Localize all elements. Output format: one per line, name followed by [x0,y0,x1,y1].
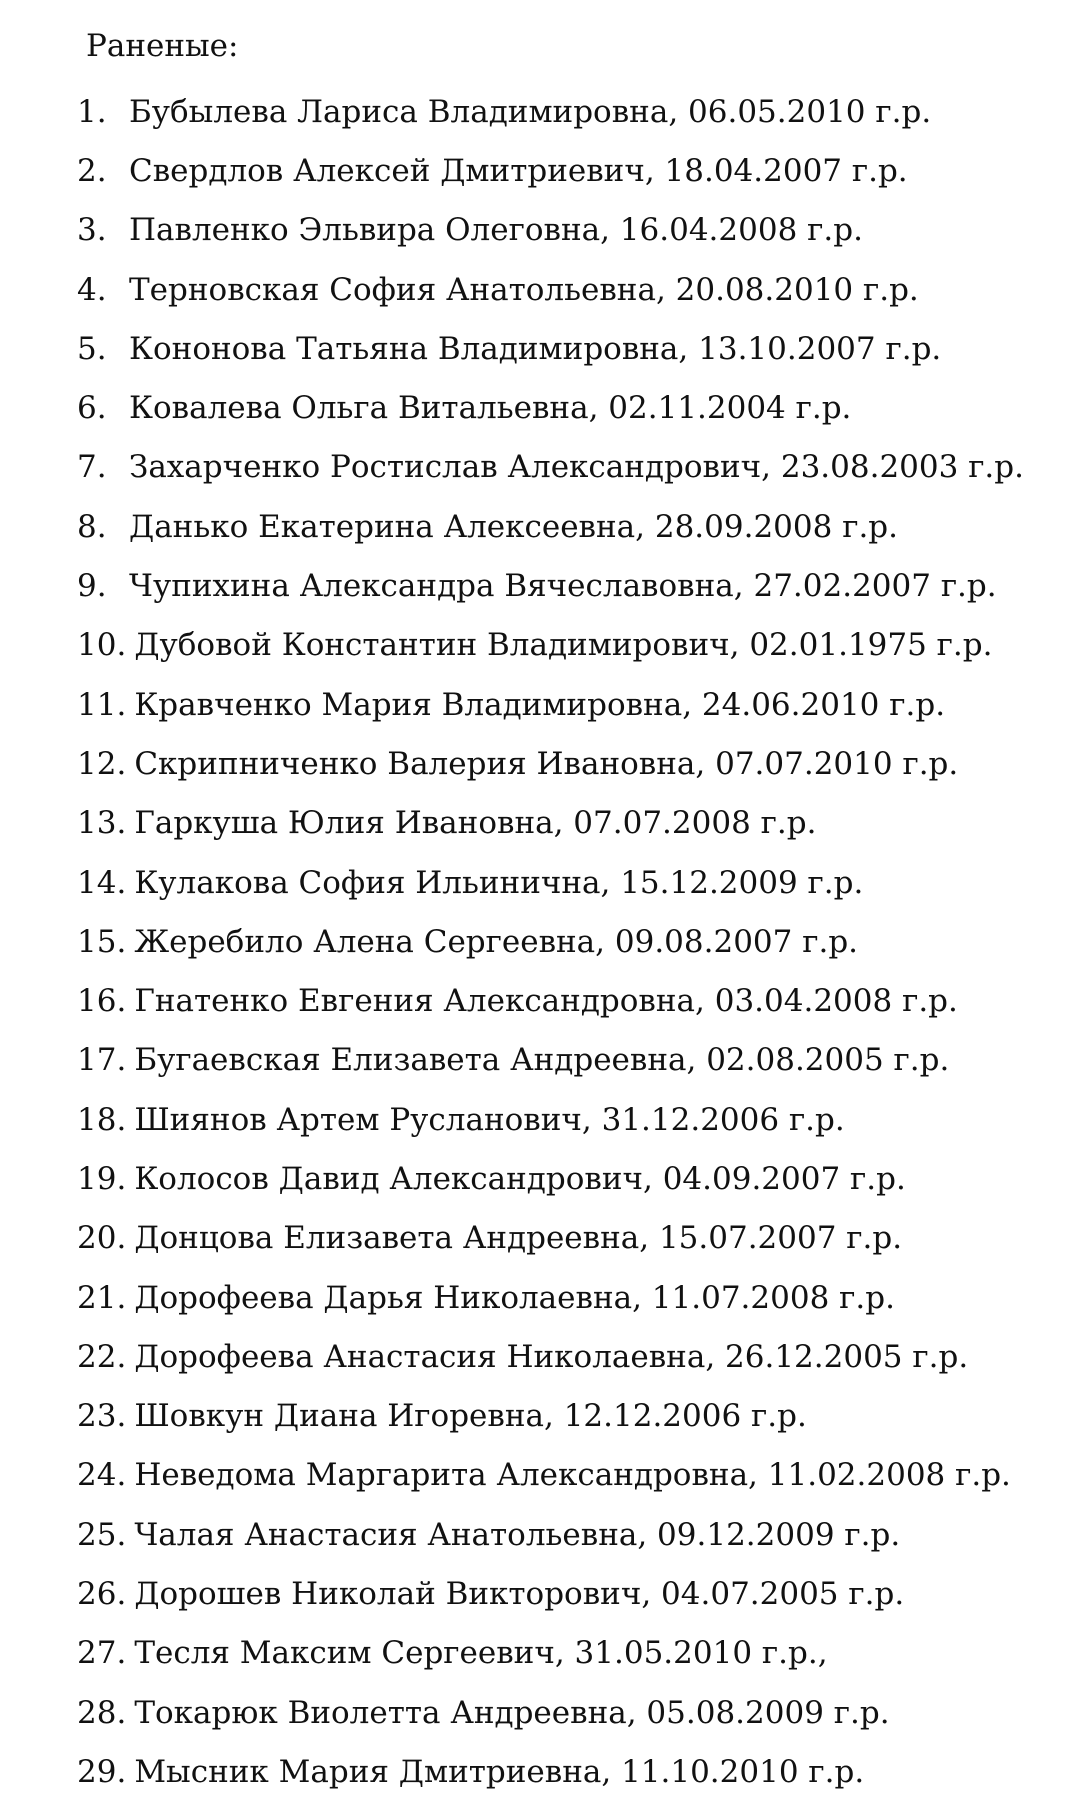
list-item [77,853,1024,912]
list-item-text: Свердлов Алексей Дмитриевич, 18.04.2007 г.р. [129,152,908,189]
list-item-text: Кулакова София Ильинична, 15.12.2009 г.р. [134,864,864,901]
list-item-number: 21. [77,1279,127,1316]
list-item [77,1031,1024,1090]
list-item-text: Кравченко Мария Владимировна, 24.06.2010 г.р. [134,686,946,723]
list-item-text: Токарюк Виолетта Андреевна, 05.08.2009 г.р. [134,1694,890,1731]
list-item-text: Дорофеева Анастасия Николаевна, 26.12.2005 г.р. [134,1338,969,1375]
list-item-number: 17. [77,1042,127,1079]
list-item-number: 24. [77,1457,127,1494]
list-item-number: 5. [77,330,107,367]
list-item [77,1149,1024,1208]
list-item [77,260,1024,319]
list-item-text: Тесля Максим Сергеевич, 31.05.2010 г.р., [134,1635,828,1672]
list-item-number: 28. [77,1694,127,1731]
list-item [77,1505,1024,1564]
list-item-number: 3. [77,212,107,249]
list-item-text: Кононова Татьяна Владимировна, 13.10.2007 г.р. [129,330,942,367]
list-item-text: Шовкун Диана Игоревна, 12.12.2006 г.р. [134,1398,807,1435]
list-item-number: 7. [77,449,107,486]
list-item-text: Чупихина Александра Вячеславовна, 27.02.2007 г.р. [129,568,997,605]
list-item [77,378,1024,437]
list-item-text: Бугаевская Елизавета Андреевна, 02.08.2005 г.р. [134,1042,950,1079]
list-item-text: Гаркуша Юлия Ивановна, 07.07.2008 г.р. [134,805,817,842]
list-item-text: Данько Екатерина Алексеевна, 28.09.2008 г.р. [129,508,898,545]
list-item-number: 22. [77,1338,127,1375]
list-item-text: Неведома Маргарита Александровна, 11.02.2008 г.р. [134,1457,1011,1494]
list-item-number: 1. [77,93,107,130]
list-item-number: 19. [77,1160,127,1197]
list-item [77,675,1024,734]
list-item-text: Бубылева Лариса Владимировна, 06.05.2010 г.р. [129,93,932,130]
list-item [77,497,1024,556]
list-item-number: 9. [77,568,107,605]
injured-list [77,82,1024,1802]
list-item-text: Мысник Мария Дмитриевна, 11.10.2010 г.р. [134,1753,865,1790]
list-item-number: 25. [77,1516,127,1553]
list-item [77,1209,1024,1268]
list-item-number: 11. [77,686,127,723]
list-item-number: 29. [77,1753,127,1790]
list-heading: Раненые: [86,28,239,64]
list-item-text: Дорофеева Дарья Николаевна, 11.07.2008 г.р. [134,1279,895,1316]
list-item-text: Жеребило Алена Сергеевна, 09.08.2007 г.р. [134,923,859,960]
list-item [77,734,1024,793]
list-item-text: Колосов Давид Александрович, 04.09.2007 г.р. [134,1160,906,1197]
list-item-text: Дорошев Николай Викторович, 04.07.2005 г.р. [134,1576,905,1613]
list-item-text: Гнатенко Евгения Александровна, 03.04.2008 г.р. [134,983,958,1020]
list-item-number: 26. [77,1576,127,1613]
list-item-number: 27. [77,1635,127,1672]
list-item [77,912,1024,971]
list-item-text: Чалая Анастасия Анатольевна, 09.12.2009 г.р. [134,1516,901,1553]
list-item [77,794,1024,853]
list-item [77,438,1024,497]
list-item-number: 10. [77,627,127,664]
list-item [77,1742,1024,1801]
list-item [77,1624,1024,1683]
list-item-text: Шиянов Артем Русланович, 31.12.2006 г.р. [134,1101,845,1138]
list-item-number: 4. [77,271,107,308]
list-item-text: Скрипниченко Валерия Ивановна, 07.07.2010 г.р. [134,745,959,782]
list-item [77,971,1024,1030]
list-item [77,1564,1024,1623]
list-item-number: 14. [77,864,127,901]
list-item [77,556,1024,615]
list-item-number: 6. [77,390,107,427]
list-item-number: 8. [77,508,107,545]
list-item-text: Донцова Елизавета Андреевна, 15.07.2007 г.р. [134,1220,903,1257]
list-item [77,1446,1024,1505]
list-item-number: 2. [77,152,107,189]
list-item-text: Ковалева Ольга Витальевна, 02.11.2004 г.р. [129,390,852,427]
list-item [77,1327,1024,1386]
list-item [77,1387,1024,1446]
list-item-number: 16. [77,983,127,1020]
list-item [77,141,1024,200]
list-item-text: Терновская София Анатольевна, 20.08.2010 г.р. [129,271,919,308]
list-item [77,1268,1024,1327]
list-item [77,1683,1024,1742]
list-item-text: Павленко Эльвира Олеговна, 16.04.2008 г.р. [129,212,863,249]
list-item-number: 20. [77,1220,127,1257]
list-item-number: 13. [77,805,127,842]
list-item [77,616,1024,675]
list-item-number: 18. [77,1101,127,1138]
list-item-number: 12. [77,745,127,782]
list-item-text: Захарченко Ростислав Александрович, 23.08.2003 г.р. [129,449,1024,486]
list-item [77,82,1024,141]
list-item [77,1090,1024,1149]
list-item [77,319,1024,378]
list-item-number: 23. [77,1398,127,1435]
list-item-text: Дубовой Константин Владимирович, 02.01.1975 г.р. [134,627,993,664]
list-item [77,201,1024,260]
list-item-number: 15. [77,923,127,960]
